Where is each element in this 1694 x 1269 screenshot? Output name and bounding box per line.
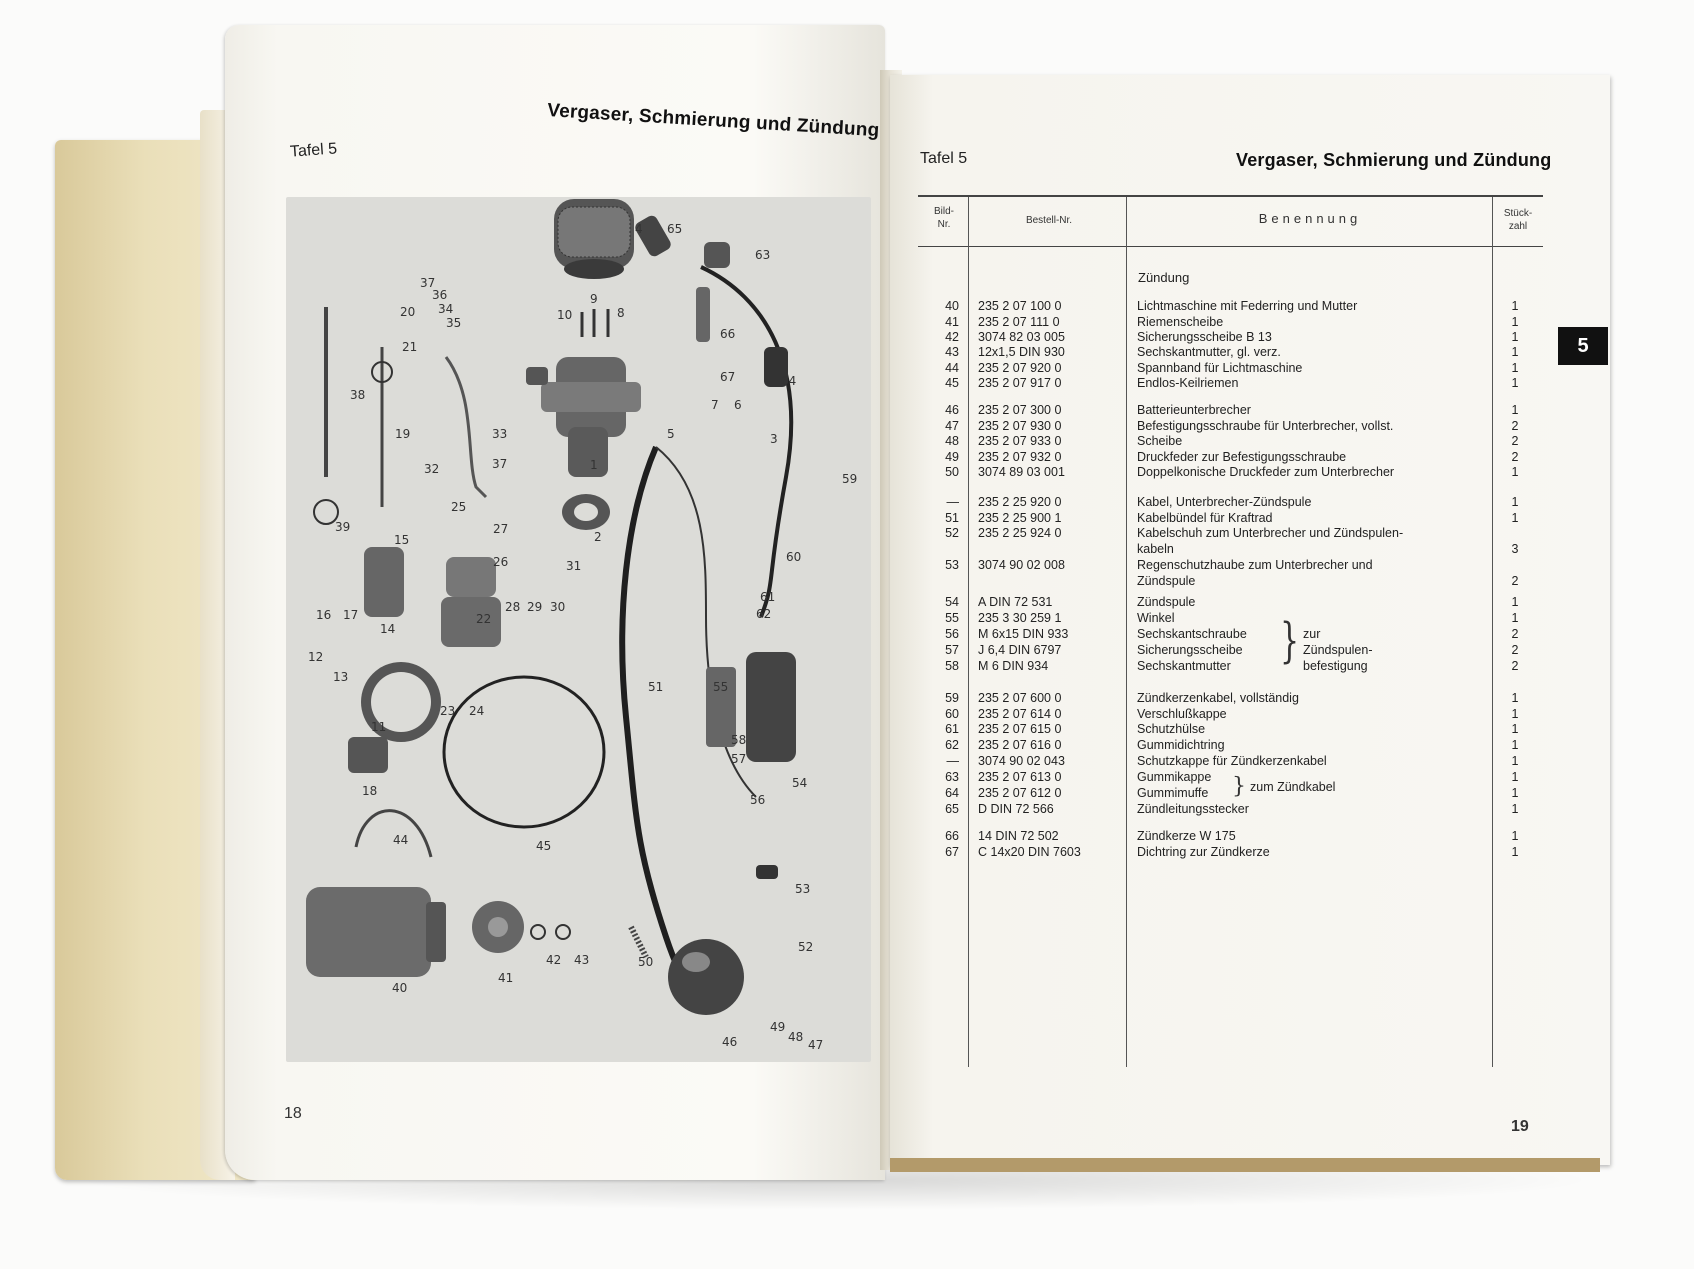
callout-label: 23 xyxy=(440,704,456,718)
cell-bestell-nr: 12x1,5 DIN 930 xyxy=(978,345,1065,359)
cell-benennung: Verschlußkappe xyxy=(1137,707,1227,721)
callout-label: 38 xyxy=(350,388,366,402)
group-note-zuendkabel: zum Zündkabel xyxy=(1250,780,1336,794)
cell-qty: 2 xyxy=(1511,450,1519,464)
cell-bestell-nr: 235 2 07 600 0 xyxy=(978,691,1062,705)
cell-bestell-nr: M 6 DIN 934 xyxy=(978,659,1049,673)
callout-label: 20 xyxy=(400,305,416,319)
cell-benennung: Dichtring zur Zündkerze xyxy=(1137,845,1270,859)
header-bestell-nr: Bestell-Nr. xyxy=(1025,215,1073,226)
left-page-number: 18 xyxy=(284,1105,302,1122)
cell-benennung: kabeln xyxy=(1137,542,1174,556)
table-header-rule xyxy=(918,246,1543,247)
header-benennung: Benennung xyxy=(1258,211,1362,226)
cell-bild: 40 xyxy=(945,299,959,313)
cell-bild: 47 xyxy=(945,419,959,433)
table-row xyxy=(0,610,1694,626)
callout-label: 12 xyxy=(308,650,324,664)
group-note-line: Zündspulen- xyxy=(1303,643,1373,657)
table-row xyxy=(0,525,1694,541)
cell-qty: 2 xyxy=(1511,434,1519,448)
header-stueckzahl-label: Stück- zahl xyxy=(1503,208,1533,232)
cell-qty: 1 xyxy=(1511,722,1519,736)
cell-qty: 1 xyxy=(1511,465,1519,479)
callout-label: 17 xyxy=(343,608,359,622)
table-row xyxy=(0,769,1694,785)
callout-label: 30 xyxy=(550,600,566,614)
table-row xyxy=(0,828,1694,844)
table-row xyxy=(0,737,1694,753)
table-row xyxy=(0,785,1694,801)
cell-bestell-nr: 235 2 07 920 0 xyxy=(978,361,1062,375)
cell-benennung: Schutzhülse xyxy=(1137,722,1206,736)
cell-bild: 55 xyxy=(945,611,959,625)
cell-benennung: Gummidichtring xyxy=(1137,738,1225,752)
cell-bestell-nr: 14 DIN 72 502 xyxy=(978,829,1059,843)
callout-label: 7 xyxy=(711,398,719,412)
table-row xyxy=(0,753,1694,769)
cell-qty: 1 xyxy=(1511,595,1519,609)
cell-benennung: Zündkerze W 175 xyxy=(1137,829,1236,843)
breaker-drawing xyxy=(668,939,744,1015)
callout-label: 65 xyxy=(667,222,683,236)
cell-benennung: Doppelkonische Druckfeder zum Unterbrecher xyxy=(1137,465,1395,479)
callout-label: 44 xyxy=(393,833,409,847)
right-page-number: 19 xyxy=(1511,1118,1529,1135)
callout-label: 4 xyxy=(635,222,643,236)
callout-label: 16 xyxy=(316,608,332,622)
table-row xyxy=(0,541,1694,557)
cell-benennung: Lichtmaschine mit Federring und Mutter xyxy=(1137,299,1358,313)
cell-bestell-nr: 235 2 07 616 0 xyxy=(978,738,1062,752)
header-bild-nr xyxy=(922,205,966,231)
cell-qty: 1 xyxy=(1511,403,1519,417)
cell-qty: 1 xyxy=(1511,495,1519,509)
cell-bestell-nr: 235 2 07 933 0 xyxy=(978,434,1062,448)
group-note-line: zur xyxy=(1303,627,1321,641)
cell-benennung: Sicherungsscheibe B 13 xyxy=(1137,330,1272,344)
cell-benennung: Zündleitungsstecker xyxy=(1137,802,1249,816)
generator-drawing xyxy=(306,887,446,977)
cell-bestell-nr: 3074 90 02 008 xyxy=(978,558,1065,572)
cell-bild: 65 xyxy=(945,802,959,816)
left-page-tafel: Tafel 5 xyxy=(289,140,338,161)
callout-label: 40 xyxy=(392,981,408,995)
callout-label: 62 xyxy=(756,607,772,621)
cell-benennung: Scheibe xyxy=(1137,434,1183,448)
cell-bild: 60 xyxy=(945,707,959,721)
callout-label: 33 xyxy=(492,427,508,441)
callout-label: 10 xyxy=(557,308,573,322)
cell-bild: 67 xyxy=(945,845,959,859)
chapter-tab: 5 xyxy=(1558,327,1608,365)
callout-label: 58 xyxy=(731,733,747,747)
cell-bestell-nr: 235 2 07 613 0 xyxy=(978,770,1062,784)
callout-label: 47 xyxy=(808,1038,824,1052)
callout-label: 55 xyxy=(713,680,729,694)
right-page-tafel: Tafel 5 xyxy=(920,150,968,167)
cell-benennung: Sechskantmutter xyxy=(1137,659,1231,673)
callout-label: 64 xyxy=(781,374,797,388)
cell-bestell-nr: C 14x20 DIN 7603 xyxy=(978,845,1081,859)
callout-label: 18 xyxy=(362,784,378,798)
cell-bestell-nr: 3074 82 03 005 xyxy=(978,330,1065,344)
callout-label: 3 xyxy=(770,432,778,446)
cell-benennung: Riemenscheibe xyxy=(1137,315,1224,329)
cell-qty: 2 xyxy=(1511,419,1519,433)
callout-label: 26 xyxy=(493,555,509,569)
cell-qty: 3 xyxy=(1511,542,1519,556)
callout-label: 53 xyxy=(795,882,811,896)
cell-benennung: Schutzkappe für Zündkerzenkabel xyxy=(1137,754,1327,768)
cell-benennung: Zündkerzenkabel, vollständig xyxy=(1137,691,1299,705)
callout-label: 32 xyxy=(424,462,440,476)
cell-benennung: Kabel, Unterbrecher-Zündspule xyxy=(1137,495,1312,509)
cell-bild: 49 xyxy=(945,450,959,464)
callout-label: 52 xyxy=(798,940,814,954)
callout-label: 61 xyxy=(760,590,776,604)
table-row xyxy=(0,642,1694,658)
callout-label: 51 xyxy=(648,680,664,694)
cell-bild: 62 xyxy=(945,738,959,752)
cell-qty: 1 xyxy=(1511,691,1519,705)
cell-bild: 57 xyxy=(945,643,959,657)
cell-bild: 56 xyxy=(945,627,959,641)
cell-bestell-nr: 235 2 25 924 0 xyxy=(978,526,1062,540)
cell-qty: 1 xyxy=(1511,361,1519,375)
callout-label: 27 xyxy=(493,522,509,536)
cell-benennung: Sechskantmutter, gl. verz. xyxy=(1137,345,1281,359)
cell-qty: 2 xyxy=(1511,643,1519,657)
table-row xyxy=(0,344,1694,360)
header-stueckzahl xyxy=(1495,207,1541,233)
callout-label: 5 xyxy=(667,427,675,441)
cell-qty: 2 xyxy=(1511,627,1519,641)
callout-label: 59 xyxy=(842,472,858,486)
table-row xyxy=(0,314,1694,330)
cell-benennung: Endlos-Keilriemen xyxy=(1137,376,1239,390)
callout-label: 34 xyxy=(438,302,454,316)
callout-label: 48 xyxy=(788,1030,804,1044)
callout-label: 54 xyxy=(792,776,808,790)
cell-benennung: Kabelschuh zum Unterbrecher und Zündspulen- xyxy=(1137,526,1404,540)
cell-qty: 1 xyxy=(1511,786,1519,800)
callout-label: 6 xyxy=(734,398,742,412)
callout-label: 15 xyxy=(394,533,410,547)
cell-bild: 63 xyxy=(945,770,959,784)
table-row xyxy=(0,557,1694,573)
table-row xyxy=(0,594,1694,610)
callout-label: 67 xyxy=(720,370,736,384)
callout-label: 50 xyxy=(638,955,654,969)
cell-bestell-nr: 235 2 25 900 1 xyxy=(978,511,1062,525)
callout-label: 11 xyxy=(371,720,387,734)
callout-label: 31 xyxy=(566,559,582,573)
callout-label: 14 xyxy=(380,622,396,636)
table-row xyxy=(0,298,1694,314)
table-row xyxy=(0,329,1694,345)
callout-label: 66 xyxy=(720,327,736,341)
callout-label: 43 xyxy=(574,953,590,967)
right-page-heading: Vergaser, Schmierung und Zündung xyxy=(1236,150,1552,170)
table-row xyxy=(0,690,1694,706)
cell-bild: 45 xyxy=(945,376,959,390)
cell-qty: 1 xyxy=(1511,611,1519,625)
table-row xyxy=(0,706,1694,722)
right-page-bottom-edge xyxy=(890,1158,1600,1172)
cell-bild: — xyxy=(946,754,959,768)
table-row xyxy=(0,573,1694,589)
cell-qty: 1 xyxy=(1511,330,1519,344)
table-row xyxy=(0,433,1694,449)
table-row xyxy=(0,494,1694,510)
callout-label: 39 xyxy=(335,520,351,534)
cell-qty: 1 xyxy=(1511,845,1519,859)
cell-bild: 54 xyxy=(945,595,959,609)
callout-label: 21 xyxy=(402,340,418,354)
cell-qty: 1 xyxy=(1511,802,1519,816)
table-row xyxy=(0,844,1694,860)
cell-bestell-nr: D DIN 72 566 xyxy=(978,802,1054,816)
group-brace: } xyxy=(1232,774,1246,799)
callout-label: 29 xyxy=(527,600,543,614)
cell-bild: 64 xyxy=(945,786,959,800)
callout-label: 25 xyxy=(451,500,467,514)
cell-qty: 1 xyxy=(1511,345,1519,359)
table-row xyxy=(0,449,1694,465)
header-bild-nr-label: Bild- Nr. xyxy=(933,206,954,230)
callout-label: 42 xyxy=(546,953,562,967)
cell-bild: 52 xyxy=(945,526,959,540)
cell-benennung: Zündspule xyxy=(1137,595,1196,609)
callout-label: 37 xyxy=(492,457,508,471)
cell-benennung: Gummimuffe xyxy=(1137,786,1209,800)
table-row xyxy=(0,626,1694,642)
cell-bestell-nr: M 6x15 DIN 933 xyxy=(978,627,1069,641)
callout-label: 49 xyxy=(770,1020,786,1034)
group-note-line: befestigung xyxy=(1303,659,1368,673)
cell-benennung: Regenschutzhaube zum Unterbrecher und xyxy=(1137,558,1373,572)
callout-label: 57 xyxy=(731,752,747,766)
cell-bild: 61 xyxy=(945,722,959,736)
callout-label: 19 xyxy=(395,427,411,441)
cell-bild: 58 xyxy=(945,659,959,673)
cell-benennung: Druckfeder zur Befestigungsschraube xyxy=(1137,450,1347,464)
table-row xyxy=(0,360,1694,376)
table-row xyxy=(0,402,1694,418)
callout-label: 2 xyxy=(594,530,602,544)
cell-benennung: Kabelbündel für Kraftrad xyxy=(1137,511,1273,525)
callout-label: 22 xyxy=(476,612,492,626)
callout-label: 9 xyxy=(590,292,598,306)
cell-qty: 1 xyxy=(1511,707,1519,721)
callout-label: 45 xyxy=(536,839,552,853)
cell-bild: 42 xyxy=(945,330,959,344)
cell-bestell-nr: 235 2 07 100 0 xyxy=(978,299,1062,313)
cell-bestell-nr: 235 2 07 615 0 xyxy=(978,722,1062,736)
table-row xyxy=(0,801,1694,817)
cell-qty: 1 xyxy=(1511,376,1519,390)
cell-bestell-nr: 235 2 07 111 0 xyxy=(978,315,1060,329)
cell-bild: 51 xyxy=(945,511,959,525)
cell-bestell-nr: 235 3 30 259 1 xyxy=(978,611,1062,625)
table-row xyxy=(0,375,1694,391)
cell-bestell-nr: 235 2 07 300 0 xyxy=(978,403,1062,417)
cell-bestell-nr: 235 2 07 930 0 xyxy=(978,419,1062,433)
table-row xyxy=(0,658,1694,674)
callout-label: 13 xyxy=(333,670,349,684)
callout-label: 41 xyxy=(498,971,514,985)
callout-label: 60 xyxy=(786,550,802,564)
cell-bild: — xyxy=(946,495,959,509)
cell-benennung: Spannband für Lichtmaschine xyxy=(1137,361,1303,375)
table-row xyxy=(0,721,1694,737)
cell-qty: 1 xyxy=(1511,299,1519,313)
cell-bestell-nr: 235 2 07 917 0 xyxy=(978,376,1062,390)
cell-benennung: Zündspule xyxy=(1137,574,1196,588)
cell-benennung: Sechskantschraube xyxy=(1137,627,1247,641)
cell-benennung: Winkel xyxy=(1137,611,1175,625)
cell-bild: 43 xyxy=(945,345,959,359)
cell-bild: 46 xyxy=(945,403,959,417)
cell-bild: 50 xyxy=(945,465,959,479)
section-title-zuendung: Zündung xyxy=(1138,270,1190,285)
left-page-heading: Vergaser, Schmierung und Zündung xyxy=(546,100,881,142)
cell-qty: 1 xyxy=(1511,315,1519,329)
cell-bestell-nr: J 6,4 DIN 6797 xyxy=(978,643,1062,657)
table-row xyxy=(0,418,1694,434)
cell-bestell-nr: 235 2 07 614 0 xyxy=(978,707,1062,721)
callout-label: 28 xyxy=(505,600,521,614)
cell-benennung: Befestigungsschraube für Unterbrecher, vollst. xyxy=(1137,419,1394,433)
cell-benennung: Batterieunterbrecher xyxy=(1137,403,1251,417)
table-row xyxy=(0,510,1694,526)
table-row xyxy=(0,464,1694,480)
cell-qty: 2 xyxy=(1511,574,1519,588)
cell-benennung: Sicherungsscheibe xyxy=(1137,643,1243,657)
table-top-rule xyxy=(918,195,1543,197)
cell-bestell-nr: 235 2 07 932 0 xyxy=(978,450,1062,464)
cell-qty: 1 xyxy=(1511,754,1519,768)
cell-bestell-nr: 235 2 25 920 0 xyxy=(978,495,1062,509)
callout-label: 56 xyxy=(750,793,766,807)
cell-bestell-nr: 235 2 07 612 0 xyxy=(978,786,1062,800)
callout-label: 24 xyxy=(469,704,485,718)
cell-bestell-nr: 3074 90 02 043 xyxy=(978,754,1065,768)
group-brace: } xyxy=(1280,613,1300,670)
callout-label: 46 xyxy=(722,1035,738,1049)
cell-qty: 1 xyxy=(1511,829,1519,843)
cell-bild: 53 xyxy=(945,558,959,572)
cell-qty: 1 xyxy=(1511,770,1519,784)
callout-label: 63 xyxy=(755,248,771,262)
callout-label: 37 xyxy=(420,276,436,290)
cell-bild: 41 xyxy=(945,315,959,329)
cell-bild: 66 xyxy=(945,829,959,843)
cell-bestell-nr: 3074 89 03 001 xyxy=(978,465,1065,479)
cell-bild: 44 xyxy=(945,361,959,375)
cell-qty: 1 xyxy=(1511,738,1519,752)
callout-label: 1 xyxy=(590,458,598,472)
cell-bild: 48 xyxy=(945,434,959,448)
cell-benennung: Gummikappe xyxy=(1137,770,1212,784)
callout-label: 35 xyxy=(446,316,462,330)
cell-bild: 59 xyxy=(945,691,959,705)
callout-label: 8 xyxy=(617,306,625,320)
cell-qty: 2 xyxy=(1511,659,1519,673)
cell-qty: 1 xyxy=(1511,511,1519,525)
callout-label: 36 xyxy=(432,288,448,302)
cell-bestell-nr: A DIN 72 531 xyxy=(978,595,1053,609)
